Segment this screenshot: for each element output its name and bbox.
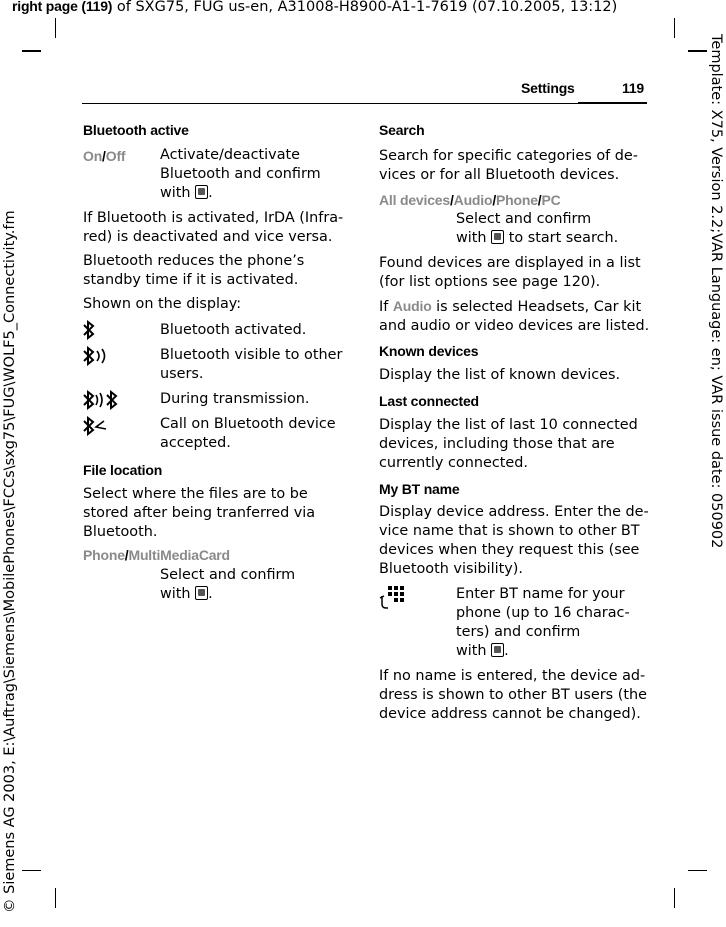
crop-mark	[674, 888, 675, 908]
text-span: .	[208, 185, 213, 201]
crop-mark	[55, 888, 56, 908]
text-line	[456, 642, 630, 661]
text-line: Select where the files are to be	[83, 486, 308, 502]
option-slash: /	[124, 547, 129, 563]
text-line: devices when they request this (see	[379, 542, 640, 558]
icon-desc-transmission: During transmission.	[160, 391, 310, 407]
standby-paragraph	[83, 252, 304, 290]
last-connected-paragraph	[379, 416, 638, 473]
option-slash: /	[102, 148, 106, 164]
center-key-icon	[491, 643, 504, 657]
text-line: devices, including those that are	[379, 436, 615, 452]
job-header	[12, 0, 617, 15]
bluetooth-icon	[82, 320, 96, 340]
text-line: dress is shown to other BT users (the	[379, 687, 647, 703]
my-bt-name-paragraph	[379, 503, 649, 579]
side-text-left: © Siemens AG 2003, E:\Auftrag\Siemens\MobilePhones\FCCs\sxg75\FUG\WOLF5_Connectivity.fm	[2, 210, 18, 913]
option-audio-inline: Audio	[392, 298, 432, 314]
option-search-categories	[379, 192, 561, 208]
option-all-devices: All devices	[379, 192, 450, 208]
known-devices-paragraph: Display the list of known devices.	[379, 367, 621, 383]
text-line: and audio or video devices are listed.	[379, 318, 650, 334]
text-line: Bluetooth visible to other	[160, 347, 343, 363]
center-key-icon	[195, 185, 208, 199]
irda-paragraph	[83, 209, 343, 247]
text-line: Call on Bluetooth device	[160, 416, 336, 432]
option-off: Off	[105, 148, 126, 164]
text-line	[160, 184, 321, 203]
crop-mark	[22, 50, 41, 52]
text-line	[456, 229, 618, 248]
file-location-select	[160, 566, 295, 604]
section-title: Settings	[521, 80, 575, 96]
job-header-rest: of SXG75, FUG us-en, A31008-H8900-A1-1-7619 (07.10.2005, 13:12)	[112, 0, 618, 15]
option-file-location	[83, 547, 230, 563]
page-number: 119	[622, 80, 644, 96]
option-phone: Phone	[496, 192, 538, 208]
header-rule-thick	[578, 102, 647, 104]
option-slash: /	[492, 192, 497, 208]
header-rule	[82, 103, 647, 104]
text-line: vice name that is shown to other BT	[379, 523, 640, 539]
text-line: accepted.	[160, 435, 231, 451]
text-span: If	[379, 299, 393, 315]
crop-mark	[22, 870, 41, 871]
text-line: Bluetooth and confirm	[160, 166, 321, 182]
center-key-icon	[195, 586, 208, 600]
text-line: ters) and confirm	[456, 624, 581, 640]
option-audio: Audio	[453, 192, 493, 208]
file-location-paragraph	[83, 485, 315, 542]
crop-mark	[674, 18, 675, 38]
on-off-description	[160, 146, 321, 203]
heading-last-connected: Last connected	[379, 393, 479, 409]
text-line: Bluetooth visibility).	[379, 561, 523, 577]
search-paragraph	[379, 147, 638, 185]
heading-my-bt-name: My BT name	[379, 481, 460, 497]
option-pc: PC	[541, 192, 561, 208]
icon-desc-call	[160, 415, 336, 453]
text-line	[379, 297, 649, 317]
no-name-paragraph	[379, 667, 647, 724]
text-span: .	[208, 586, 213, 602]
crop-mark	[55, 18, 56, 38]
text-line: Found devices are displayed in a list	[379, 255, 641, 271]
option-phone: Phone	[83, 547, 125, 563]
option-on-off	[83, 148, 125, 164]
text-span: with	[456, 230, 487, 246]
keypad-input-icon	[378, 584, 408, 614]
found-devices-paragraph	[379, 254, 641, 292]
option-slash: /	[449, 192, 454, 208]
text-line: Bluetooth.	[83, 524, 158, 540]
text-line: Search for specific categories of de-	[379, 148, 638, 164]
text-span: with	[160, 586, 191, 602]
option-slash: /	[537, 192, 542, 208]
heading-known-devices: Known devices	[379, 343, 479, 359]
text-line: Select and confirm	[160, 567, 296, 583]
heading-file-location: File location	[83, 462, 163, 478]
text-line: Enter BT name for your	[456, 586, 625, 602]
enter-bt-name-instruction	[456, 585, 630, 661]
text-line: users.	[160, 366, 204, 382]
text-line: phone (up to 16 charac-	[456, 605, 630, 621]
text-line: red) is deactivated and vice versa.	[83, 229, 333, 245]
icon-desc-visible	[160, 346, 342, 384]
text-line: Display the list of last 10 connected	[379, 417, 638, 433]
text-line	[160, 585, 295, 604]
option-on: On	[83, 148, 103, 164]
icon-desc-activated: Bluetooth activated.	[160, 322, 307, 338]
text-line: stored after being tranferred via	[83, 505, 316, 521]
audio-paragraph	[379, 297, 649, 336]
shown-on-display: Shown on the display:	[83, 296, 242, 312]
text-line: currently connected.	[379, 455, 528, 471]
job-header-bold: right page (119)	[12, 0, 113, 14]
text-span: to start search.	[508, 230, 619, 246]
option-mmc: MultiMediaCard	[128, 547, 230, 563]
text-line: device address cannot be changed).	[379, 706, 641, 722]
heading-bluetooth-active: Bluetooth active	[83, 122, 189, 138]
text-span: is selected Headsets, Car kit	[431, 299, 642, 315]
text-line: Activate/deactivate	[160, 147, 301, 163]
bluetooth-call-icon	[82, 416, 112, 436]
text-line: Bluetooth reduces the phone’s	[83, 253, 305, 269]
text-line: Select and confirm	[456, 211, 592, 227]
bluetooth-visible-icon	[82, 346, 112, 366]
heading-search: Search	[379, 122, 425, 138]
text-line: If Bluetooth is activated, IrDA (Infra-	[83, 210, 344, 226]
crop-mark	[688, 50, 707, 52]
text-line: standby time if it is activated.	[83, 272, 299, 288]
text-span: with	[160, 185, 191, 201]
text-line: Display device address. Enter the de-	[379, 504, 649, 520]
search-select	[456, 210, 618, 248]
text-line: (for list options see page 120).	[379, 274, 601, 290]
text-line: vices or for all Bluetooth devices.	[379, 167, 620, 183]
bluetooth-transmission-icon	[82, 390, 122, 410]
text-line: If no name is entered, the device ad-	[379, 668, 646, 684]
text-span: .	[504, 643, 509, 659]
crop-mark	[688, 870, 707, 871]
side-text-right: Template: X75, Version 2.2;VAR Language: en; VAR issue date: 050902	[708, 34, 724, 549]
center-key-icon	[491, 230, 504, 244]
text-span: with	[456, 643, 487, 659]
